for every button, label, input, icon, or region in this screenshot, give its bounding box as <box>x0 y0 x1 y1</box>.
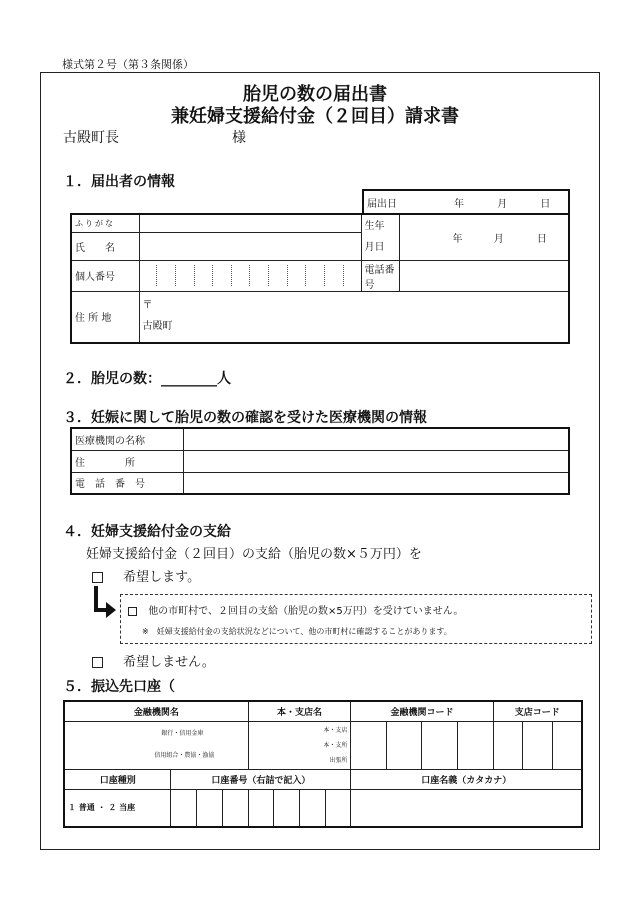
section2-label: ２．胎児の数： <box>63 371 161 387</box>
branch-name-field[interactable] <box>248 721 351 769</box>
phone-field[interactable] <box>399 260 569 291</box>
branch-code-header: 支店コード <box>493 701 582 721</box>
address-field[interactable] <box>139 291 569 343</box>
digit-cell[interactable] <box>343 265 360 286</box>
bank-types-line2: 信用組合・農協・漁協 <box>154 752 215 759</box>
fetus-count-blank[interactable]: ________ <box>161 371 217 387</box>
other-city-checkbox[interactable] <box>128 607 137 616</box>
arrow-down-right-icon <box>92 586 118 618</box>
phone-label: 電話番号 <box>361 260 399 291</box>
applicant-info-table <box>70 213 570 344</box>
furigana-label: ふりがな <box>71 214 139 232</box>
account-number-digit[interactable] <box>197 789 223 827</box>
birth-day-label: 日 <box>536 233 547 245</box>
digit-cell[interactable] <box>194 265 213 286</box>
name-label: 氏 名 <box>71 232 139 260</box>
account-number-digit[interactable] <box>171 789 197 827</box>
bank-account-table <box>63 700 583 828</box>
medical-institution-table <box>70 427 570 495</box>
bank-name-header: 金融機関名 <box>64 701 248 721</box>
bank-code-digit[interactable] <box>386 721 422 769</box>
digit-cell[interactable] <box>287 265 306 286</box>
account-type-options[interactable]: １ 普通 ・ ２ 当座 <box>64 789 171 827</box>
other-city-note: ※ 妊婦支援給付金の支給状況などについて、他の市町村に確認することがあります。 <box>142 627 452 636</box>
account-number-digit[interactable] <box>274 789 300 827</box>
digit-cell[interactable] <box>306 265 325 286</box>
section3-heading: ３．妊娠に関して胎児の数の確認を受けた医療機関の情報 <box>63 410 427 426</box>
birth-year-label: 年 <box>452 233 463 245</box>
filing-day-label: 日 <box>540 198 551 210</box>
section4-heading: ４．妊婦支援給付金の支給 <box>63 524 231 540</box>
payment-intro: 妊婦支援給付金（２回目）の支給（胎児の数×５万円）を <box>86 547 422 562</box>
institution-phone-label: 電 話 番 号 <box>71 472 183 494</box>
institution-name-field[interactable] <box>183 428 569 450</box>
branch-type-office: 出張所 <box>329 756 348 764</box>
bank-code-digit[interactable] <box>457 721 493 769</box>
section1-heading: １．届出者の情報 <box>63 174 175 190</box>
institution-address-field[interactable] <box>183 450 569 472</box>
furigana-field[interactable] <box>139 214 361 232</box>
institution-phone-field[interactable] <box>183 472 569 494</box>
filing-date-label: 届出日 <box>363 190 413 214</box>
form-subtitle: 兼妊婦支援給付金（２回目）請求書 <box>171 106 459 127</box>
filing-date-field[interactable] <box>413 190 569 214</box>
personal-number-field[interactable] <box>139 260 361 291</box>
account-name-field[interactable] <box>351 789 582 827</box>
birthdate-label <box>361 214 399 260</box>
institution-address-label: 住 所 <box>71 450 183 472</box>
other-city-row <box>128 602 463 617</box>
digit-cell[interactable] <box>231 265 250 286</box>
digit-cell[interactable] <box>140 265 157 286</box>
option-no-label: 希望しません。 <box>123 655 215 670</box>
filing-year-label: 年 <box>454 198 464 210</box>
address-label: 住 所 地 <box>71 291 139 343</box>
addressee: 古殿町長 <box>63 130 119 146</box>
bank-code-digit[interactable] <box>422 721 458 769</box>
bank-types-line1: 銀行・信用金庫 <box>161 730 204 737</box>
postal-mark: 〒 <box>142 299 153 311</box>
account-name-header: 口座名義（カタカナ） <box>351 769 582 789</box>
personal-number-label: 個人番号 <box>71 260 139 291</box>
digit-cell[interactable] <box>324 265 343 286</box>
digit-cell[interactable] <box>250 265 269 286</box>
birthdate-label-2: 月日 <box>364 242 385 254</box>
digit-cell[interactable] <box>175 265 194 286</box>
digit-cell[interactable] <box>213 265 232 286</box>
filing-date-table <box>362 189 570 215</box>
digit-cell[interactable] <box>269 265 288 286</box>
option-yes-row <box>92 566 200 585</box>
town-name: 古殿町 <box>142 320 173 332</box>
digit-cell[interactable] <box>157 265 176 286</box>
bank-name-field[interactable] <box>64 721 248 769</box>
option-yes-checkbox[interactable] <box>92 572 103 583</box>
account-number-header: 口座番号（右詰で記入） <box>171 769 351 789</box>
account-number-digit[interactable] <box>300 789 326 827</box>
birth-month-label: 月 <box>493 233 504 245</box>
account-number-digit[interactable] <box>248 789 274 827</box>
honorific: 様 <box>232 130 246 146</box>
branch-name-header: 本・支店名 <box>248 701 351 721</box>
institution-name-label: 医療機関の名称 <box>71 428 183 450</box>
bank-code-header: 金融機関コード <box>351 701 493 721</box>
personal-number-grid <box>140 265 361 286</box>
branch-code-digit[interactable] <box>523 721 553 769</box>
birthdate-field[interactable] <box>399 214 569 260</box>
name-field[interactable] <box>139 232 361 260</box>
filing-month-label: 月 <box>497 198 508 210</box>
other-city-label: 他の市町村で、２回目の支給（胎児の数×5万円）を受けていません。 <box>148 606 464 617</box>
branch-type-sub: 本・支所 <box>323 741 348 749</box>
account-type-header: 口座種別 <box>64 769 171 789</box>
option-no-checkbox[interactable] <box>92 657 103 668</box>
section2-heading <box>63 368 231 388</box>
form-number: 様式第２号（第３条関係） <box>62 58 194 71</box>
section5-heading: ５．振込先口座（ <box>63 679 175 695</box>
fetus-count-unit: 人 <box>217 371 231 387</box>
branch-code-digit[interactable] <box>493 721 523 769</box>
account-number-digit[interactable] <box>222 789 248 827</box>
bank-code-digit[interactable] <box>351 721 387 769</box>
branch-type-main: 本・支店 <box>323 726 348 734</box>
account-number-digit[interactable] <box>325 789 351 827</box>
branch-code-digit[interactable] <box>552 721 582 769</box>
option-no-row <box>92 651 215 670</box>
option-yes-label: 希望します。 <box>123 570 201 585</box>
form-title: 胎児の数の届出書 <box>243 84 387 105</box>
birthdate-label-1: 生年 <box>364 221 385 233</box>
